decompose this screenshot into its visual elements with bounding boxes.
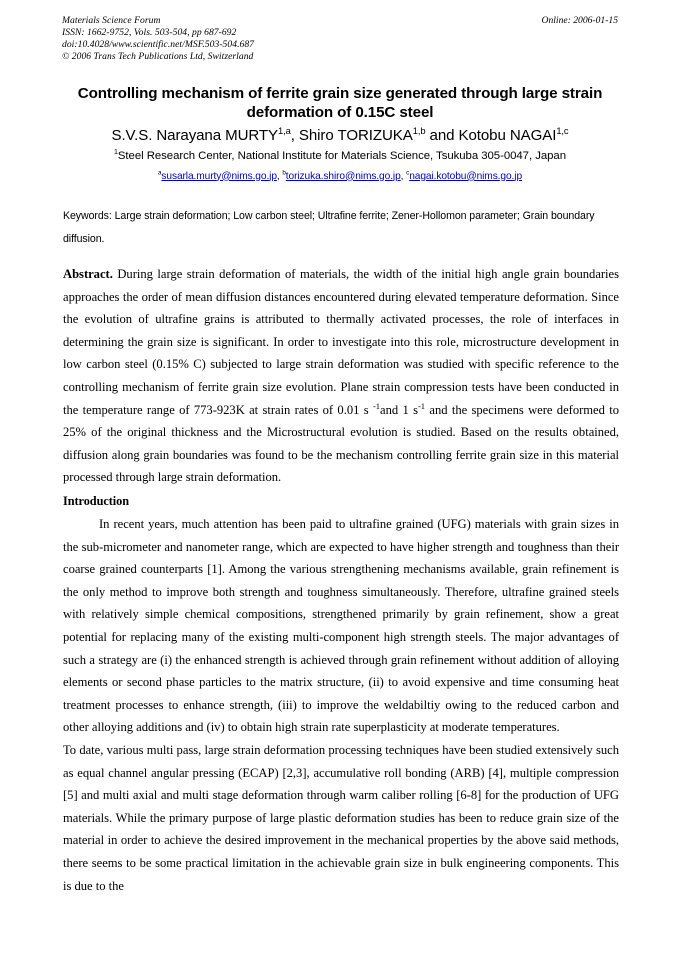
email-link-1[interactable]: susarla.murty@nims.go.jp (161, 170, 277, 182)
author-separator-2: and (425, 126, 459, 144)
abstract-superscript-1: -1 (372, 400, 381, 411)
email-marker-2: b (282, 169, 286, 177)
affiliation-text: Steel Research Center, National Institute for Materials Science, Tsukuba 305-0047, Japan (117, 149, 566, 162)
paper-title-line-2: deformation of 0.15C steel (246, 104, 434, 122)
abstract-text-part-3: and the specimens were deformed to 25% of the original thickness and the Microstructural evolution is studied. Based on the results obtained, diffusion along grain boundaries was found to be the mechanism controlling ferrite grain size in this material processed through large strain deformation. (63, 402, 619, 485)
author-list (62, 126, 618, 145)
affiliation-marker: 1 (114, 148, 118, 156)
abstract-label: Abstract. (63, 267, 113, 281)
journal-doi-line: doi:10.4028/www.scientific.net/MSF.503-504.687 (62, 39, 255, 51)
author-separator-1: , (290, 126, 299, 144)
author-name-2: Shiro TORIZUKA (298, 126, 413, 144)
abstract-text-part-2: and 1 s (380, 402, 418, 417)
email-link-3[interactable]: nagai.kotobu@nims.go.jp (409, 170, 523, 182)
abstract-superscript-2: -1 (417, 400, 426, 411)
title-block (62, 84, 618, 184)
abstract-text-part-1: During large strain deformation of materials, the width of the initial high angle grain boundaries approaches the order of mean diffusion distances encountered during elevated temperature deformation. Since the evolution of ultrafine grains is attributed to thermally activated processes, the role of interfaces in determining the grain size is significant. In order to investigate into this role, microstructure development in low carbon steel (0.15% C) subjected to large strain deformation was studied with specific reference to the controlling mechanism of ferrite grain size evolution. Plane strain compression tests have been conducted in the temperature range of 773-923K at strain rates of 0.01 s (63, 267, 619, 417)
email-separator-1: , (276, 170, 283, 182)
introduction-body (63, 513, 619, 897)
email-link-2[interactable]: torizuka.shiro@nims.go.jp (285, 170, 401, 182)
journal-header-top-row (62, 15, 618, 27)
journal-name: Materials Science Forum (62, 15, 161, 26)
email-separator-2: , (400, 170, 407, 182)
author-name-3: Kotobu NAGAI (458, 126, 557, 144)
author-name-1: S.V.S. Narayana MURTY (111, 126, 279, 144)
email-marker-3: c (406, 169, 410, 177)
author-affil-marker-2: 1,b (412, 125, 426, 136)
keywords-line: Keywords: Large strain deformation; Low carbon steel; Ultrafine ferrite; Zener-Hollomon parameter; Grain boundary diffusion. (63, 210, 595, 245)
email-marker-1: a (157, 169, 162, 177)
journal-copyright-line: © 2006 Trans Tech Publications Ltd, Switzerland (62, 51, 254, 63)
affiliation (62, 149, 618, 164)
author-affil-marker-3: 1,c (556, 125, 569, 136)
section-heading-introduction: Introduction (63, 494, 130, 508)
journal-header (62, 15, 618, 63)
introduction-paragraph-1: In recent years, much attention has been paid to ultrafine grained (UFG) materials with grain sizes in the sub-micrometer and nanometer range, which are expected to have higher strength and toughness than their coarse grained counterparts [1]. Among the various strengthening mechanisms available, grain refinement is the only method to improve both strength and toughness simultaneously. Therefore, ultrafine grained steels with relatively simple chemical compositions, strengthened primarily by grain refinement, show a great potential for replacing many of the existing multi-component high strength steels. The major advantages of such a strategy are (i) the enhanced strength is achieved through grain refinement without addition of alloying elements or second phase particles to the matrix structure, (ii) to avoid expensive and time consuming heat treatment processes to enhance strength, (iii) to improve the weldabiltiy owing to the reduced carbon and other alloying additions and (iv) to obtain high strain rate superplasticity at moderate temperatures. (63, 517, 619, 735)
paper-title-line-1: Controlling mechanism of ferrite grain size generated through large strain (77, 85, 603, 102)
author-affil-marker-1: 1,a (278, 125, 291, 136)
page-title (62, 84, 618, 123)
abstract-paragraph (63, 263, 619, 489)
online-date: Online: 2006-01-15 (541, 15, 618, 26)
introduction-paragraph-2: To date, various multi pass, large strain deformation processing techniques have been studied extensively such as equal channel angular pressing (ECAP) [2,3], accumulative roll bonding (ARB) [4], multiple compression [5] and multi axial and multi stage deformation through warm caliber rolling [6-8] for the production of UFG materials. While the primary purpose of large plastic deformation studies has been to reduce grain size of the material in order to achieve the desired improvement in the mechanical properties by the above said methods, there seems to be some practical limitation in the achievable grain size in bulk engineering components. This is due to the (63, 742, 619, 893)
email-list (62, 169, 618, 184)
journal-issn-line: ISSN: 1662-9752, Vols. 503-504, pp 687-692 (62, 27, 237, 39)
